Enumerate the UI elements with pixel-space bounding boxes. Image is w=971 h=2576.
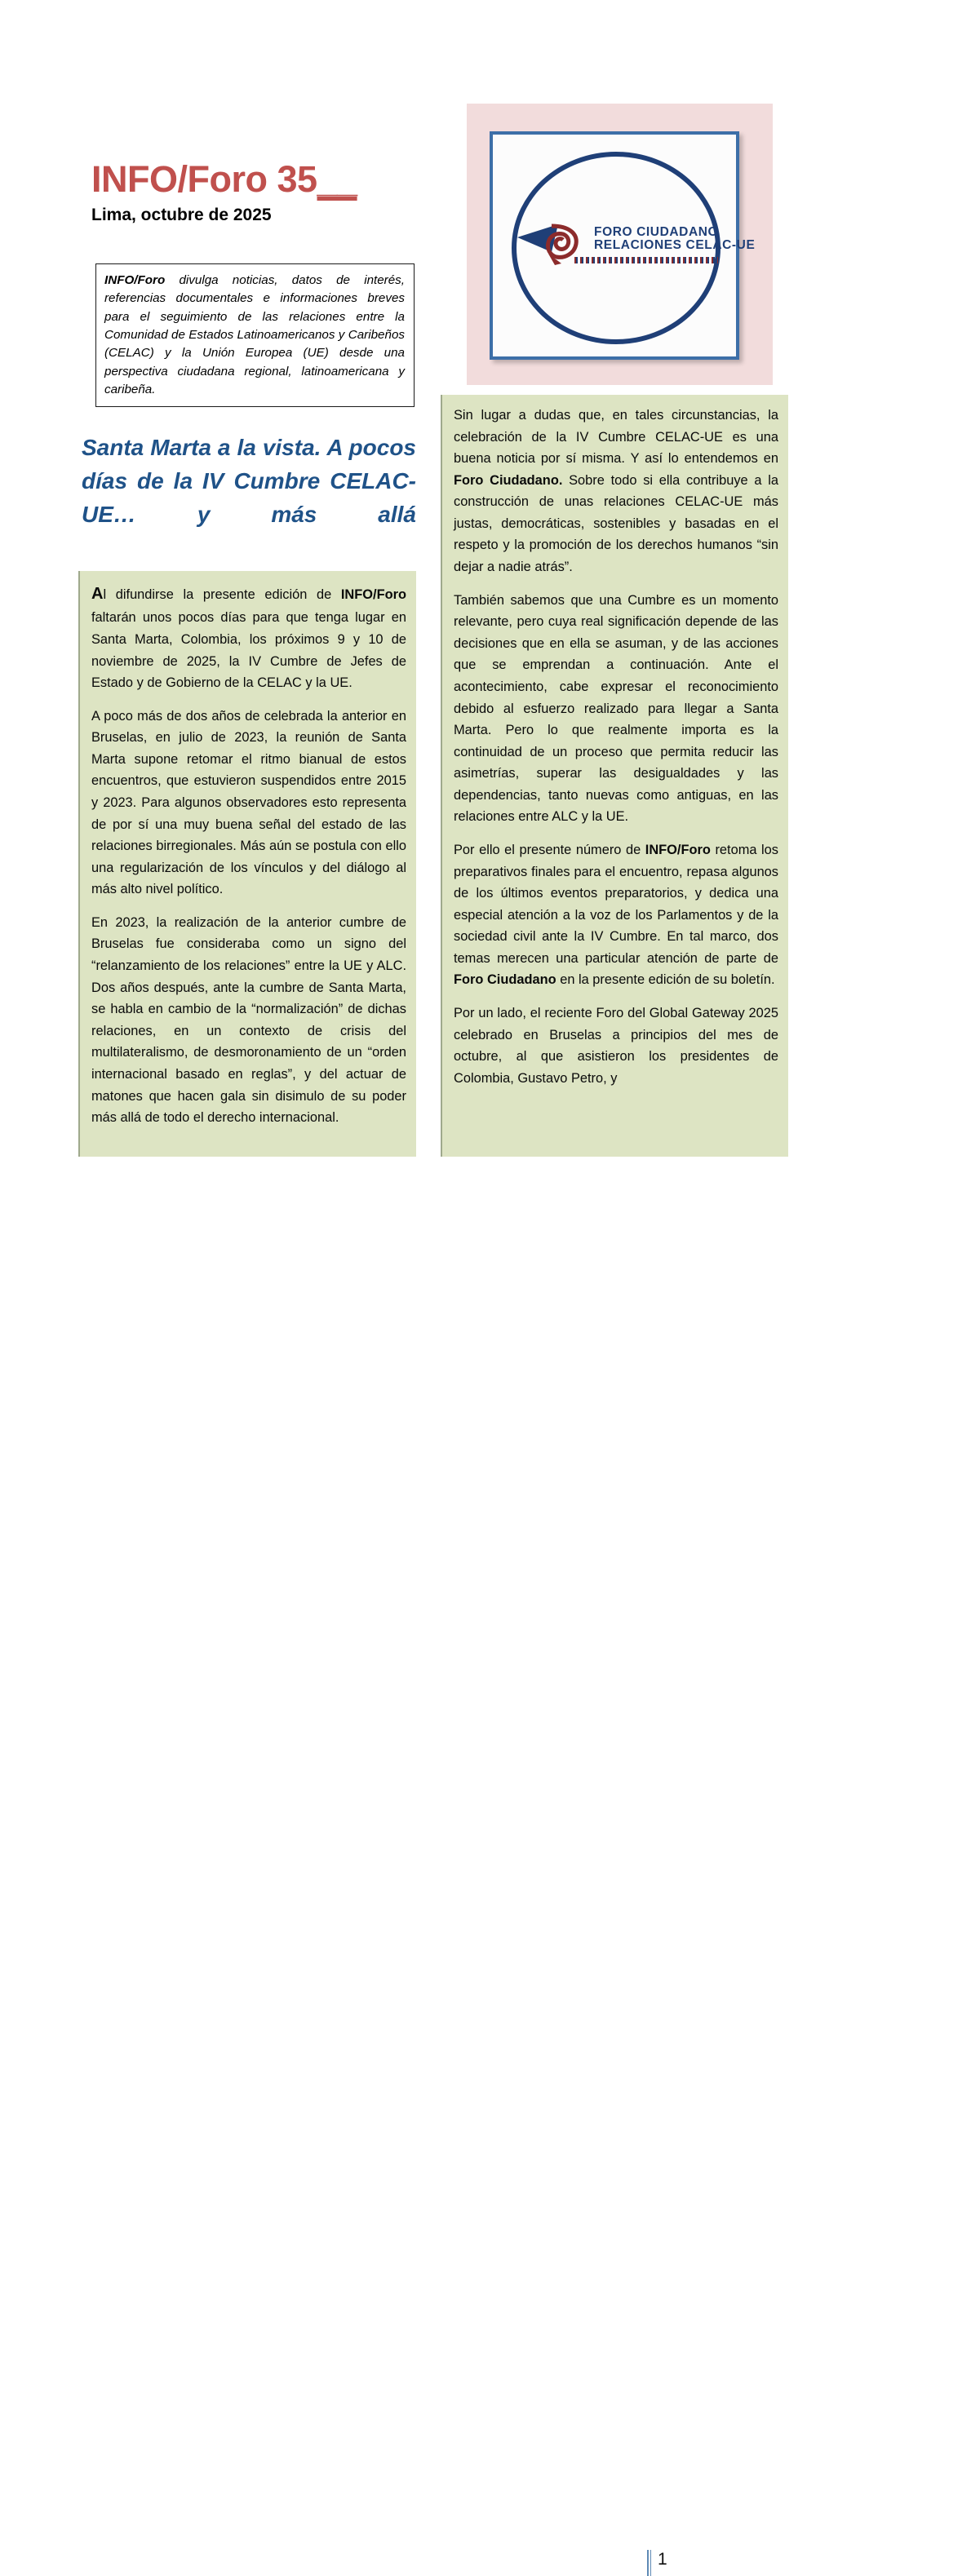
- foro-ciudadano-logo: [516, 219, 756, 270]
- left-text-column: [78, 571, 416, 1157]
- logo-image-block: [467, 104, 773, 385]
- paragraph: También sabemos que una Cumbre es un momento relevante, pero cuya real significación depende de las decisiones que en ella se asuman, y de las acciones que se emprendan a continuación. Ante el acontecimiento, cabe expresar el reconocimiento debido al esfuerzo realizado para llegar a Santa Marta. Pero lo que realmente importa es la continuidad de un proceso que permita reducir las asimetrías, superar las desigualdades y las dependencias, tanto nuevas como antiguas, en las relaciones entre ALC y la UE.: [454, 592, 778, 825]
- intro-box-lead: INFO/Foro: [104, 273, 166, 287]
- intro-box-text: [104, 272, 405, 399]
- paragraph: Por un lado, el reciente Foro del Global Gateway 2025 celebrado en Bruselas a principios del mes de octubre, al que asistieron los presidentes de Colombia, Gustavo Petro, y: [454, 1006, 778, 1086]
- masthead-title-text: INFO/Foro 35: [91, 158, 317, 200]
- paragraph-post: en la presente edición de su boletín.: [556, 972, 775, 988]
- paragraph: En 2023, la realización de la anterior cumbre de Bruselas fue consideraba como un signo del “relanzamiento de los relaciones” entre la UE y ALC. Dos años después, ante la cumbre de Santa Marta, se habla en cambio de la “normalización” de dichas relaciones, en un contexto de crisis del multilateralismo, de desmoronamiento de un “orden internacional basado en reglas”, y del actuar de matones que hacen gala sin disimulo de su poder más allá de todo el derecho internacional.: [91, 914, 406, 1126]
- paragraph-mid: retoma los preparativos finales para el encuentro, repasa algunos de los últimos eventos preparatorios, y dedica una especial atención a la voz de los Parlamentos y de la sociedad civil ante la IV Cumbre. En tal marco, dos temas merecen una particular atención de parte de: [454, 842, 778, 966]
- paragraph-bold: INFO/Foro: [340, 587, 406, 602]
- paragraph-bold-2: Foro Ciudadano: [454, 972, 556, 988]
- intro-box: [95, 263, 415, 407]
- paragraph: [91, 581, 406, 694]
- page-number-marker-icon: [647, 2550, 653, 2576]
- logo-line-2: RELACIONES CELAC-UE: [594, 237, 756, 252]
- paragraph: A poco más de dos años de celebrada la anterior en Bruselas, en julio de 2023, la reunión de Santa Marta supone retomar el ritmo bianual de estos encuentros, que estuvieron suspendidos entre 2015 y 2023. Para algunos observadores esto representa de por sí una muy buena señal del estado de las relaciones birregionales. Más aún se postula con ello una regularización de los vínculos y del diálogo al más alto nivel político.: [91, 708, 406, 897]
- paragraph-dropcap: A: [91, 585, 104, 603]
- paragraph-post: Sobre todo si ella contribuye a la construcción de unas relaciones CELAC-UE más justas, democráticas, sostenibles y basadas en el respeto y la promoción de los derechos humanos “sin dejar a nadie atrás”.: [454, 472, 778, 575]
- paragraph-pre: l difundirse la presente edición de: [103, 587, 341, 602]
- paragraph-pre: Por ello el presente número de: [454, 842, 645, 857]
- masthead-title-underscore: __: [317, 158, 357, 200]
- article-headline: [82, 432, 416, 565]
- article-headline-text: Santa Marta a la vista. A pocos días de la IV Cumbre CELAC-UE… y más allá: [82, 435, 416, 527]
- logo-line-1: FORO CIUDADANO: [594, 225, 719, 239]
- paragraph-bold: INFO/Foro: [645, 842, 711, 857]
- logo-wordmark: [594, 226, 755, 252]
- paragraph-post: faltarán unos pocos días para que tenga lugar en Santa Marta, Colombia, los próximos 9 y 10 de noviembre de 2025, la IV Cumbre de Jefes de Estado y de Gobierno de la CELAC y la UE.: [91, 610, 406, 691]
- logo-zigzag-ornament: [574, 257, 718, 263]
- page-title: [91, 160, 434, 198]
- masthead-date: Lima, octubre de 2025: [91, 206, 272, 225]
- logo-frame: [490, 131, 756, 360]
- page-footer: [0, 1274, 971, 2569]
- right-text-column: [441, 395, 788, 1157]
- intro-box-body: divulga noticias, datos de interés, referencias documentales e informaciones breves para el seguimiento de las relaciones entre la Comunidad de Estados Latinoamericanos y Caribeños (CELAC) y la Unión Europea (UE) desde una perspectiva ciudadana regional, latinoamericana y caribeña.: [104, 273, 405, 397]
- paragraph: [454, 405, 778, 578]
- paragraph-pre: Sin lugar a dudas que, en tales circunstancias, la celebración de la IV Cumbre CELAC-UE es una buena noticia por sí misma. Y así lo entendemos en: [454, 408, 778, 467]
- page-number: 1: [658, 2550, 667, 2569]
- paragraph-bold: Foro Ciudadano.: [454, 472, 563, 488]
- masthead: [91, 160, 434, 225]
- paragraph: [454, 839, 778, 991]
